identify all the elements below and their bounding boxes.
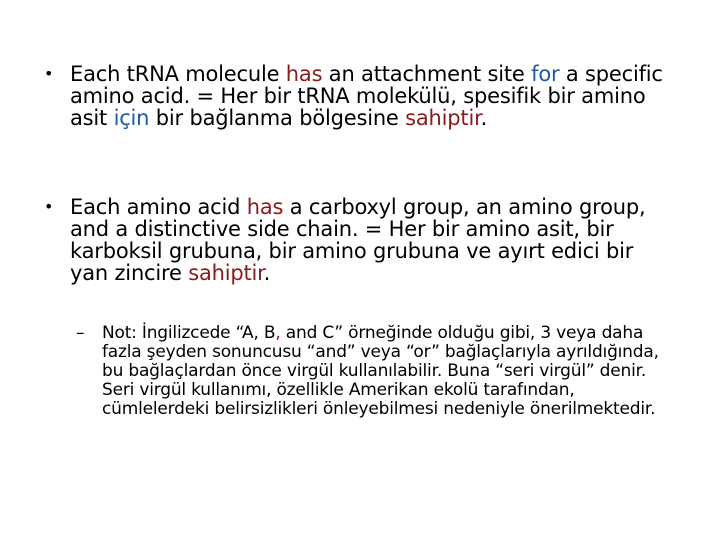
highlight-comma: , <box>275 323 281 343</box>
text: and C” örneğinde olduğu gibi, 3 veya daha fazla şeyden sonuncusu “and” veya “or” bağlaçlarıyla ayrıldığında, bu bağlaçlardan önce virgül kullanılabilir. Buna “seri virgül” denir. Seri virgül kullanımı, özellikle Amerikan ekolü tarafından, cümlelerdeki belirsizlikleri önleyebilmesi nedeniyle önerilmektedir. <box>102 323 659 419</box>
text: an attachment site <box>322 62 532 86</box>
sub-bullet-note <box>76 323 662 419</box>
text: Each tRNA molecule <box>70 62 286 86</box>
text: . <box>480 106 488 130</box>
highlight-icin: için <box>113 106 150 130</box>
sub-bullet-marker: – <box>76 323 85 343</box>
text: Each amino acid <box>70 195 247 219</box>
bullet-amino-acid <box>44 195 670 285</box>
text: Not: İngilizcede “A, B <box>102 323 276 343</box>
bullet-trna <box>44 62 680 130</box>
text: bir bağlanma bölgesine <box>149 106 406 130</box>
text: a carboxyl group, an amino group, and a distinctive side chain. = Her bir amino asit, bir karboksil grubuna, bir amino grubuna ve ayırt edici bir yan zincire <box>70 195 646 285</box>
bullet-marker: • <box>44 197 54 216</box>
bullet-marker: • <box>44 64 54 83</box>
highlight-sahiptir: sahiptir <box>405 106 481 130</box>
highlight-has: has <box>285 62 323 86</box>
highlight-sahiptir: sahiptir <box>188 261 264 285</box>
highlight-has: has <box>246 195 284 219</box>
text: a specific amino acid. = Her bir tRNA molekülü, spesifik bir amino asit <box>70 62 663 130</box>
highlight-for: for <box>531 62 560 86</box>
text: . <box>263 261 271 285</box>
